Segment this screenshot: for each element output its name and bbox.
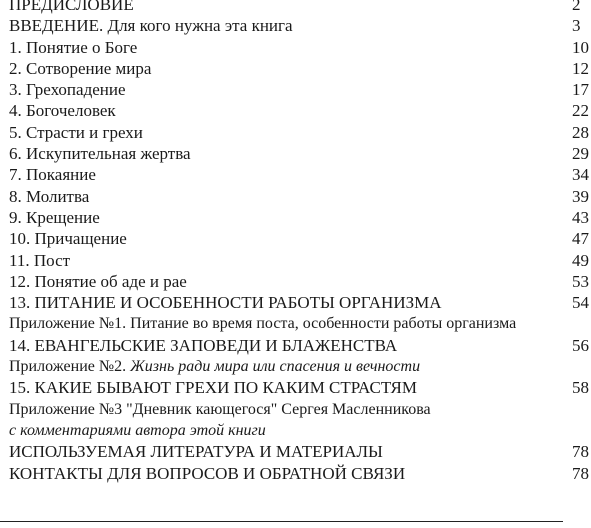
toc-entry-contacts[interactable] [9,463,591,484]
toc-entry-title: 1. Понятие о Боге [9,37,138,57]
toc-appendix-1[interactable]: Приложение №1. Питание во время поста, особенности работы организма [9,315,517,333]
toc-entry-page: 78 [572,442,589,462]
toc-entry-title: 5. Страсти и грехи [9,122,143,142]
toc-appendix-3-note: с комментариями автора этой книги [9,421,266,439]
toc-entry-chapter-9[interactable] [9,207,591,228]
toc-entry-title: 7. Покаяние [9,165,96,185]
toc-entry-page: 43 [572,207,589,227]
toc-entry-chapter-10[interactable] [9,228,591,249]
toc-entry-chapter-2[interactable] [9,58,591,79]
toc-entry-page: 28 [572,122,589,142]
toc-entry-page: 56 [572,335,589,355]
toc-entry-chapter-4[interactable] [9,100,591,121]
toc-entry-page: 39 [572,186,589,206]
page-divider [0,521,563,522]
toc-entry-title: ВВЕДЕНИЕ. Для кого нужна эта книга [9,16,293,36]
toc-entry-title: 4. Богочеловек [9,101,116,121]
toc-entry-page: 78 [572,463,589,483]
toc-entry-chapter-3[interactable] [9,79,591,100]
toc-entry-title: ИСПОЛЬЗУЕМАЯ ЛИТЕРАТУРА И МАТЕРИАЛЫ [9,442,383,462]
toc-entry-page: 47 [572,229,589,249]
toc-entry-title: 8. Молитва [9,186,90,206]
table-of-contents [9,0,591,484]
toc-entry-chapter-15[interactable] [9,377,591,398]
toc-entry-title: 13. ПИТАНИЕ И ОСОБЕННОСТИ РАБОТЫ ОРГАНИЗМА [9,293,442,313]
toc-appendix-2-title: Жизнь ради мира или спасения и вечности [130,358,421,376]
toc-entry-page: 58 [572,378,589,398]
toc-entry-title: 12. Понятие об аде и рае [9,271,187,291]
toc-entry-title: КОНТАКТЫ ДЛЯ ВОПРОСОВ И ОБРАТНОЙ СВЯЗИ [9,463,406,483]
toc-entry-preface[interactable] [9,0,591,15]
toc-entry-page: 29 [572,144,589,164]
toc-entry-page: 10 [572,37,589,57]
toc-entry-page: 53 [572,271,589,291]
toc-entry-chapter-5[interactable] [9,122,591,143]
toc-entry-references[interactable] [9,441,591,462]
toc-entry-chapter-13[interactable] [9,292,591,313]
toc-entry-title: 15. КАКИЕ БЫВАЮТ ГРЕХИ ПО КАКИМ СТРАСТЯМ [9,378,418,398]
toc-entry-page: 34 [572,165,589,185]
toc-entry-chapter-12[interactable] [9,271,591,292]
toc-entry-chapter-6[interactable] [9,143,591,164]
toc-entry-page: 49 [572,250,589,270]
toc-entry-title: 2. Сотворение мира [9,58,152,78]
toc-entry-title: 9. Крещение [9,207,100,227]
toc-entry-page: 22 [572,101,589,121]
toc-entry-chapter-14[interactable] [9,335,591,356]
toc-entry-page: 54 [572,293,589,313]
toc-entry-chapter-1[interactable] [9,37,591,58]
toc-appendix-3[interactable]: Приложение №3 "Дневник кающегося" Сергея Масленникова [9,400,431,418]
toc-appendix-2-prefix: Приложение №2. [9,358,131,376]
toc-entry-chapter-7[interactable] [9,164,591,185]
toc-appendix-2[interactable] [9,356,591,377]
toc-entry-title: 11. Пост [9,250,71,270]
toc-entry-title: ПРЕДИСЛОВИЕ [9,0,134,14]
toc-entry-chapter-8[interactable] [9,186,591,207]
toc-entry-title: 6. Искупительная жертва [9,144,191,164]
toc-entry-page: 17 [572,80,589,100]
toc-entry-title: 3. Грехопадение [9,80,126,100]
toc-entry-page: 3 [572,16,581,36]
toc-entry-chapter-11[interactable] [9,250,591,271]
toc-entry-introduction[interactable] [9,15,591,36]
toc-entry-title: 14. ЕВАНГЕЛЬСКИЕ ЗАПОВЕДИ И БЛАЖЕНСТВА [9,335,398,355]
toc-entry-page: 12 [572,58,589,78]
toc-entry-page: 2 [572,0,581,14]
toc-entry-title: 10. Причащение [9,229,127,249]
